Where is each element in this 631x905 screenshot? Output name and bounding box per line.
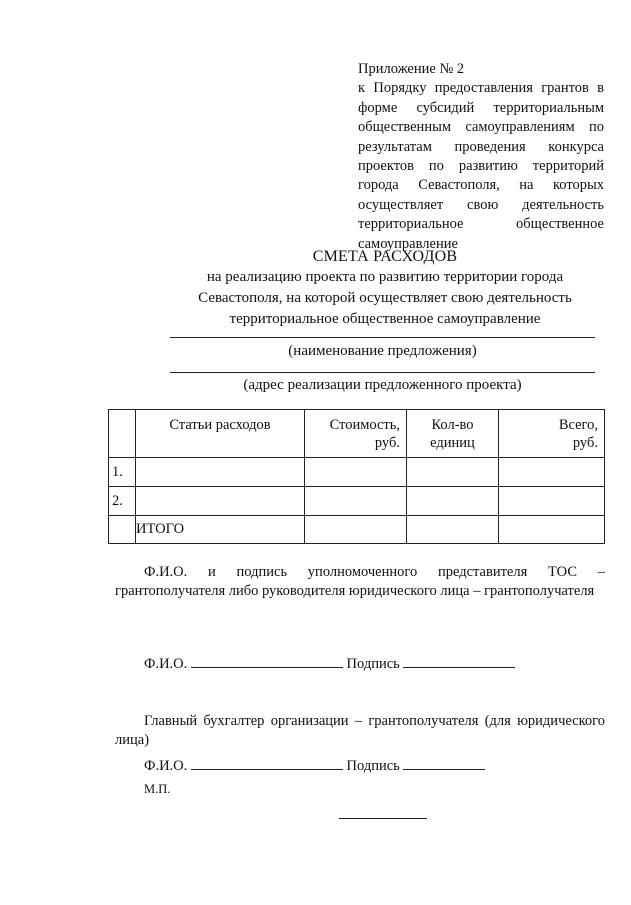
row-expense-item-cell[interactable] — [136, 487, 305, 516]
row-number: 1. — [109, 458, 136, 487]
accountant-fio-label: Ф.И.О. — [144, 758, 188, 774]
total-quantity-cell[interactable] — [407, 516, 499, 544]
appendix-block — [358, 60, 604, 254]
representative-signature-row — [144, 653, 515, 673]
representative-sign-label: Подпись — [346, 656, 400, 672]
representative-signature-paragraph: Ф.И.О. и подпись уполномоченного представителя ТОС – грантополучателя либо руководителя юридического лица – грантополучателя — [115, 564, 605, 599]
accountant-signature-row — [144, 755, 485, 775]
expense-table — [108, 409, 605, 544]
row-cost-cell[interactable] — [305, 458, 407, 487]
table-row — [109, 458, 605, 487]
row-quantity-cell[interactable] — [407, 487, 499, 516]
project-address-line[interactable] — [170, 372, 595, 373]
appendix-body: к Порядку предоставления грантов в форме субсидий территориальным общественным самоуправлениям по результатам проведения конкурса проектов по развитию территорий города Севастополя, на которых осуществляет свою деятельность территориальное общественное самоуправление — [358, 80, 604, 252]
row-number: 2. — [109, 487, 136, 516]
document-title: СМЕТА РАСХОДОВ — [312, 248, 458, 265]
total-label: ИТОГО — [136, 516, 305, 544]
stamp-place-label: М.П. — [144, 782, 171, 796]
total-cost-cell[interactable] — [305, 516, 407, 544]
row-total-cell[interactable] — [499, 487, 605, 516]
representative-sign-field[interactable] — [403, 653, 515, 668]
row-quantity-cell[interactable] — [407, 458, 499, 487]
document-title-block — [140, 246, 630, 330]
project-address-caption: (адрес реализации предложенного проекта) — [243, 377, 522, 393]
proposal-name-line[interactable] — [170, 337, 595, 338]
header-quantity: Кол-во единиц — [407, 410, 499, 458]
table-total-row — [109, 516, 605, 544]
appendix-title: Приложение № 2 — [358, 61, 465, 77]
total-num-cell — [109, 516, 136, 544]
representative-fio-label: Ф.И.О. — [144, 656, 188, 672]
header-num — [109, 410, 136, 458]
table-row — [109, 487, 605, 516]
header-expense-items: Статьи расходов — [136, 410, 305, 458]
row-expense-item-cell[interactable] — [136, 458, 305, 487]
document-subtitle-line-3: территориальное общественное самоуправление — [229, 311, 541, 327]
header-total: Всего, руб. — [499, 410, 605, 458]
document-subtitle-line-1: на реализацию проекта по развитию территории города — [206, 269, 564, 285]
accountant-fio-field[interactable] — [191, 755, 343, 770]
document-subtitle-line-2: Севастополя, на которой осуществляет свою деятельность — [198, 290, 572, 306]
total-sum-cell[interactable] — [499, 516, 605, 544]
accountant-sign-field[interactable] — [403, 755, 485, 770]
header-cost: Стоимость, руб. — [305, 410, 407, 458]
representative-fio-field[interactable] — [191, 653, 343, 668]
expense-table-header — [109, 410, 605, 458]
accountant-paragraph: Главный бухгалтер организации – грантополучателя (для юридического лица) — [115, 713, 605, 748]
proposal-name-caption: (наименование предложения) — [288, 343, 477, 359]
bottom-signature-line — [339, 818, 427, 819]
row-cost-cell[interactable] — [305, 487, 407, 516]
row-total-cell[interactable] — [499, 458, 605, 487]
accountant-sign-label: Подпись — [346, 758, 400, 774]
